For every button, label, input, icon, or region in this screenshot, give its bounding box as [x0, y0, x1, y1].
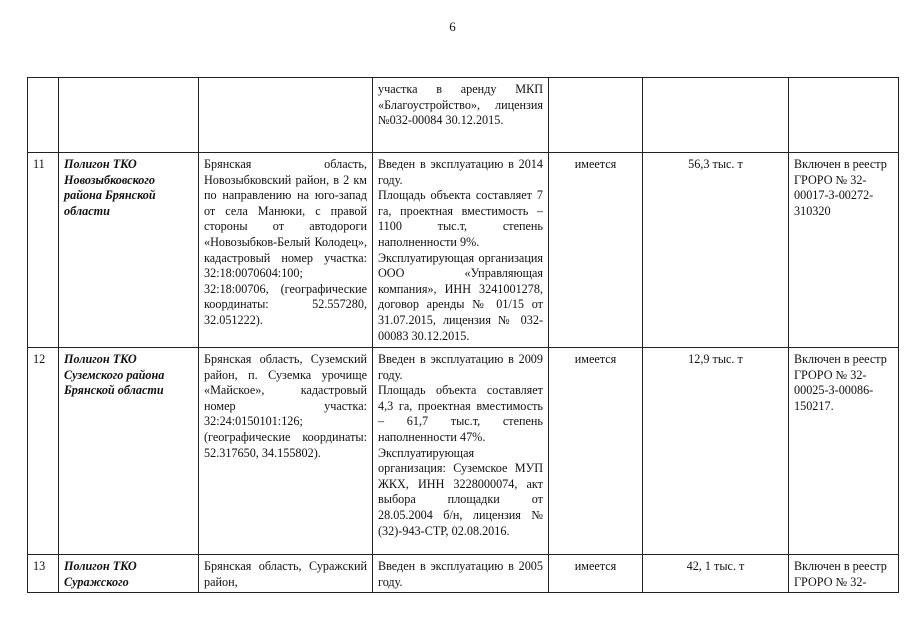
- landfill-registry: Включен в реестр ГРОРО № 32-00025-З-00086-150217.: [789, 348, 899, 555]
- cell-registry: [789, 78, 899, 153]
- cell-capacity: [643, 78, 789, 153]
- page-number: 6: [449, 19, 456, 34]
- description-commission: Введен в эксплуатацию в 2009 году.: [378, 352, 543, 382]
- landfill-registry: Включен в реестр ГРОРО № 32-: [789, 555, 899, 593]
- landfill-description: [373, 555, 549, 593]
- cell-description: [373, 78, 549, 153]
- description-commission: Введен в эксплуатацию в 2014 году.: [378, 157, 543, 187]
- cell-exists: [549, 78, 643, 153]
- table-row: [28, 153, 899, 348]
- landfill-exists: имеется: [549, 153, 643, 348]
- landfill-registry-table: [27, 77, 899, 593]
- landfill-exists: имеется: [549, 348, 643, 555]
- row-number: 12: [28, 348, 59, 555]
- landfill-capacity: 42, 1 тыс. т: [643, 555, 789, 593]
- landfill-capacity: 56,3 тыс. т: [643, 153, 789, 348]
- description-commission: Введен в эксплуатацию в 2005 году.: [378, 559, 543, 589]
- landfill-location: Брянская область, Новозыбковский район, в 2 км по направлению на юго-запад от села Манюки, с правой стороны от автодороги «Новозыбков-Белый Колодец», кадастровый номер участка: 32:18:0070604:100; 32:18:00706, (географические координаты: 52.557280, 32.051222).: [199, 153, 373, 348]
- landfill-capacity: 12,9 тыс. т: [643, 348, 789, 555]
- description-text: участка в аренду МКП «Благоустройство», лицензия №032-00084 30.12.2015.: [378, 82, 543, 128]
- row-number: 11: [28, 153, 59, 348]
- cell-name: [59, 78, 199, 153]
- description-operator: Эксплуатирующая организация: Суземское МУП ЖКХ, ИНН 3228000074, акт выбора площадки от 28.05.2004 б/н, лицензия № (32)-943-СТР, 02.08.2016.: [378, 445, 543, 538]
- description-area: Площадь объекта составляет 4,3 га, проектная вместимость – 61,7 тыс.т, степень наполненности 47%.: [378, 383, 543, 444]
- landfill-name: Полигон ТКО Новозыбковского района Брянской области: [59, 153, 199, 348]
- landfill-description: [373, 153, 549, 348]
- landfill-registry: Включен в реестр ГРОРО № 32-00017-З-00272-310320: [789, 153, 899, 348]
- landfill-name: Полигон ТКО Суражского: [59, 555, 199, 593]
- landfill-name: Полигон ТКО Суземского района Брянской области: [59, 348, 199, 555]
- cell-location: [199, 78, 373, 153]
- landfill-location: Брянская область, Суражский район,: [199, 555, 373, 593]
- landfill-exists: имеется: [549, 555, 643, 593]
- landfill-description: [373, 348, 549, 555]
- cell-num: [28, 78, 59, 153]
- landfill-location: Брянская область, Суземский район, п. Суземка урочище «Майское», кадастровый номер участка: 32:24:0150101:126; (географические координаты: 52.317650, 34.155802).: [199, 348, 373, 555]
- description-area: Площадь объекта составляет 7 га, проектная вместимость – 1100 тыс.т, степень наполненности 9%.: [378, 188, 543, 249]
- description-operator: Эксплуатирующая организация ООО «Управляющая компания», ИНН 3241001278, договор аренды № 01/15 от 31.07.2015, лицензия № 032-00083 30.12.2015.: [378, 250, 543, 343]
- table-row-continuation: [28, 78, 899, 153]
- row-number: 13: [28, 555, 59, 593]
- table-row: [28, 555, 899, 593]
- table-row: [28, 348, 899, 555]
